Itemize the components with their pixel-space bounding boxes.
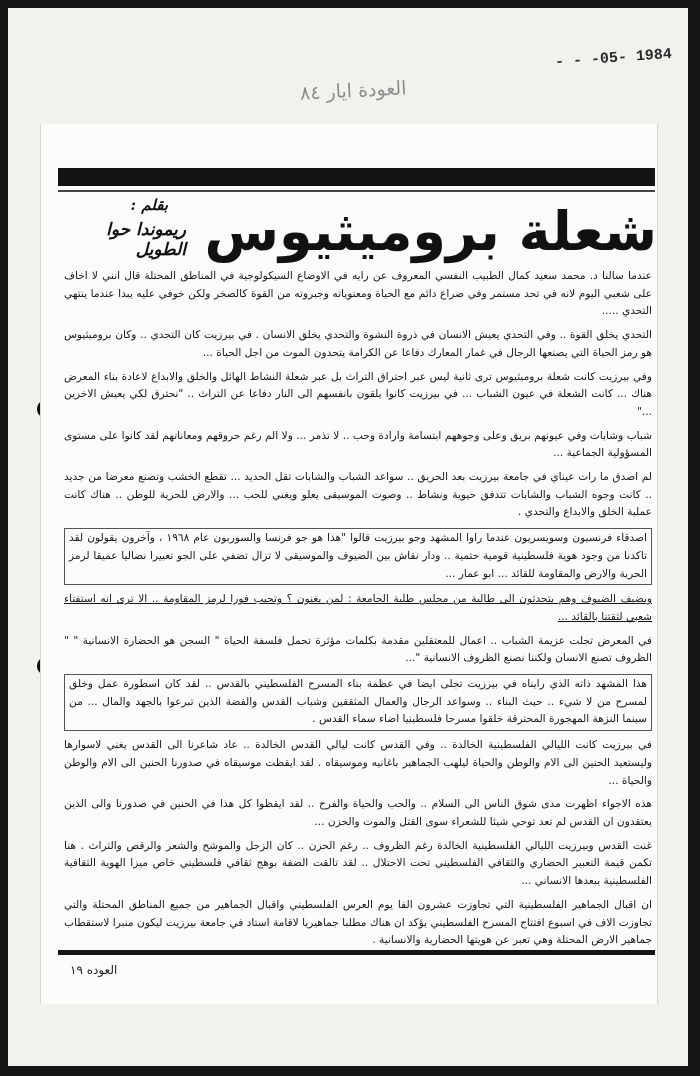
article-paragraph: وفي بيرزيت كانت شعلة بروميثيوس ترى ثانية ليس عبر احتراق التراث بل عبر شعلة النشاط الهائل والخلق والابداع لاعادة بناء المعرض هناك ... كانت الشعلة في عيون الشباب ... في بيرزيت كانوا يلقون بانفسهم الى النار دفاعا عن التراث .. "نحترق لكي يعيش الاخرين ..."	[64, 370, 652, 418]
article-paragraph: في المعرض تجلت عزيمة الشباب .. اعمال للمعتقلين مقدمة بكلمات مؤثرة تحمل فلسفة الحياة " السجن هو الحضارة الانسانية " " الظروف تصنع الانسان ولكننا نصنع الظروف الانسانية "...	[64, 634, 652, 665]
article-paragraph: هذه الاجواء اظهرت مدى شوق الناس الى السلام .. والحب والحياة والفرح .. لقد ايقظوا كل هذا في الحنين في صدورنا والى الذين يعتقدون ان القدس لم تعد توحي شيئا للشعراء سوى القتل والموت والحزن ...	[64, 798, 652, 828]
byline-author: ريموندا حوا الطويل	[106, 220, 186, 260]
article-paragraph: ويضيف الضيوف وهم يتحدثون الى طالبة من مجلس طلبة الجامعة : لمن يغنون ؟ وتجيب فورا لرمز المقاومة .. الا ترى انه استفتاء شعبي لثقتنا بالقائد ...	[64, 593, 652, 623]
article-paragraph: ان اقبال الجماهير الفلسطينية التي تجاوزت عشرون الفا يوم العرس الفلسطيني واقبال الجماهير من جميع المناطق المحتلة والتي تجاوزت الاف في اسبوع افتتاح المسرح الفلسطيني يؤكد ان هناك مطلبا جماهيريا لاقامة استاد في جامعة بيرزيت ليكون منبرا لاستقطاب جماهير الارض المحتلة وهي تعبر عن هويتها الحضارية والانسانية .	[64, 898, 652, 947]
header-rule	[58, 168, 655, 186]
article-headline: شعلة بروميثيوس	[204, 200, 657, 263]
article-paragraph: شباب وشابات وفي عيونهم بريق وعلى وجوههم ابتسامة وارادة وحب .. لا تذمر ... ولا الم رغم حروقهم ومعاناتهم لقد كانوا على مستوى المسؤولية الجماعية ...	[64, 429, 652, 460]
article-paragraph: لم اصدق ما رات عيناي في جامعة بيرزيت بعد الحريق .. سواعد الشباب والشابات تقل الحديد ... تقطع الخشب وتصنع معرضا من جديد .. كانت وجوه الشباب والشابات تتدفق حيوية ونشاط .. وصوت الموسيقى يعلو ويغني للحب ... والارض للحرية للوطن .. هناك كانت عملية الخلق والابداع والتحدي .	[64, 471, 652, 519]
article-paragraph: عندما سالنا د. محمد سعيد كمال الطبيب النفسي المعروف عن رايه في الاوضاع السيكولوجية في المناطق المحتلة قال انني لا اخاف على شعبي اليوم لانه في تحد مستمر وفي صراع دائم مع الحياة ومعنوياته وجبروته من القوة كالصخر ولكن خوفي عليه يبدا عندما ينتهي التحدي .....	[64, 270, 652, 318]
byline-label: بقلم :	[130, 196, 168, 214]
footer-rule	[58, 950, 655, 955]
article-paragraph-boxed: اصدقاء فرنسيون وسويسريون عندما راوا المشهد وجو بيرزيت قالوا "هذا هو جو فرنسا والسوربون عام ١٩٦٨ ، وآخرون يقولون لقد تاكدنا من وجود هوية فلسطينية قومية حتمية .. ودار نقاش بين الضيوف والموسيقى لا تزال تضفي على الجو تعبيرا نضاليا عميقا لرمز الحرية والارض والمقاومة للقائد ... ابو عمار ...	[64, 528, 652, 585]
archive-date-stamp: - - -05- 1984	[554, 45, 673, 72]
article-paragraph: في بيرزيت كانت الليالي الفلسطينية الخالدة .. وفي القدس كانت ليالي القدس الخالدة .. عاد شاعرنا الى القدس يغني لاسوارها وليستعيد الحنين الى الام والوطن والحياة ليلهب الجماهير باغانيه وموسيقاه . لقد ايقظت موسيقاه في صدورنا الحنين الى الام والوطن والحياة ...	[64, 739, 652, 787]
article-body	[64, 268, 652, 956]
handwritten-source-note: العودة ايار ٨٤	[299, 77, 408, 105]
article-paragraph: التحدي يخلق القوة .. وفي التحدي يعيش الانسان في ذروة النشوة والتحدي يخلق الانسان . في بيرزيت كان التحدي .. وكان بروميثيوس هو رمز الحياة التي يصنعها الرجال في غمار المعارك دفاعا عن الكرامة يتحدون الموت من اجل الحياة ...	[64, 329, 652, 359]
article-paragraph: غنت القدس وبيرزيت الليالي الفلسطينية الخالدة رغم الظروف .. رغم الحزن .. كان الزجل والموشح والشعر والرقص والتراث . هنا تكمن قيمة التعبير الحضاري والثقافي الفلسطيني تحت الاحتلال .. لقد تالقت الضفة بوهج ثقافي فلسطيني خاص ميزا الهوية الثقافية الفلسطينية ببعدها الانساني ...	[64, 839, 652, 888]
article-paragraph-boxed: هذا المشهد ذاته الذي رايناه في بيرزيت تجلى ايضا في عظمة بناء المسرح الفلسطيني بالقدس .. لقد كان اسطورة عمل وخلق لمسرح من لا شيء .. حيث البناء .. وسواعد الرجال والعمال المثقفين وشباب القدس والفضة الذين تبرعوا بالجهد والمال ... من سينما النزهة المهجورة المحترقة خلقوا مسرحا فلسطينيا اضاء سماء القدس .	[64, 674, 652, 731]
page-label: العوده ١٩	[70, 963, 118, 977]
byline	[66, 196, 186, 260]
